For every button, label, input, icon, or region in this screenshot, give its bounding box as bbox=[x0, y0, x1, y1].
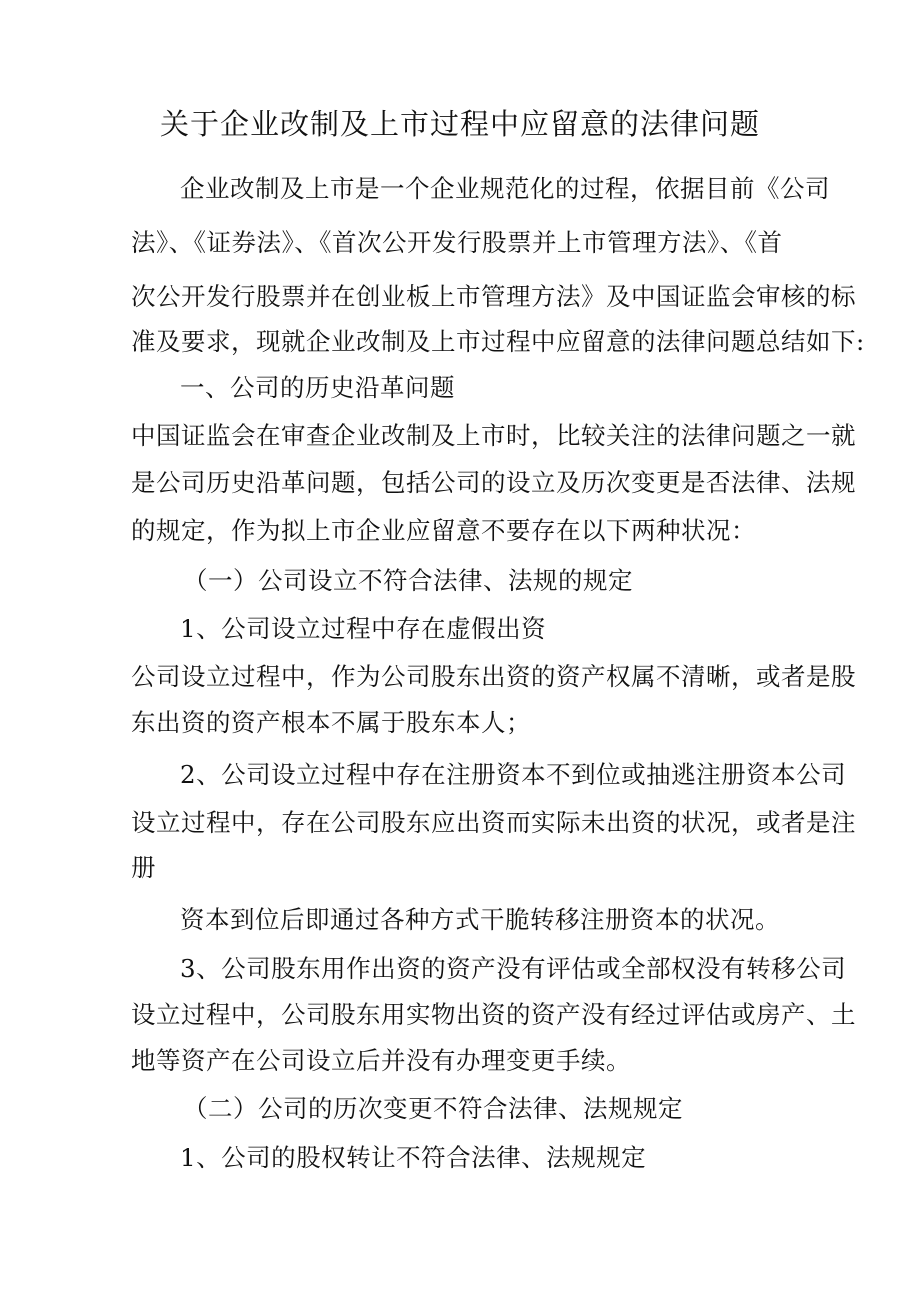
subsection-heading: （二）公司的历次变更不符合法律、法规规定 bbox=[183, 1094, 683, 1123]
section-heading: 一、公司的历史沿革问题 bbox=[180, 373, 455, 402]
paragraph-line: 次公开发行股票并在创业板上市管理方法》及中国证监会审核的标 bbox=[131, 282, 856, 311]
item-heading: 1、公司的股权转让不符合法律、法规规定 bbox=[180, 1143, 647, 1172]
paragraph-line: 的规定，作为拟上市企业应留意不要存在以下两种状况： bbox=[131, 516, 756, 545]
subsection-heading: （一）公司设立不符合法律、法规的规定 bbox=[183, 566, 633, 595]
paragraph-line: 法》、《证券法》、《首次公开发行股票并上市管理方法》、《首 bbox=[131, 228, 783, 257]
paragraph-line: 中国证监会在审查企业改制及上市时，比较关注的法律问题之一就 bbox=[131, 421, 856, 450]
paragraph-line: 准及要求，现就企业改制及上市过程中应留意的法律问题总结如下: bbox=[131, 327, 865, 356]
paragraph-line: 地等资产在公司设立后并没有办理变更手续。 bbox=[131, 1046, 631, 1075]
paragraph-line: 设立过程中，公司股东用实物出资的资产没有经过评估或房产、土 bbox=[131, 1000, 856, 1029]
document-title: 关于企业改制及上市过程中应留意的法律问题 bbox=[159, 107, 760, 141]
item-heading: 3、公司股东用作出资的资产没有评估或全部权没有转移公司 bbox=[180, 954, 847, 983]
paragraph-line: 资本到位后即通过各种方式干脆转移注册资本的状况。 bbox=[180, 905, 780, 934]
item-heading: 2、公司设立过程中存在注册资本不到位或抽逃注册资本公司 bbox=[180, 760, 847, 789]
paragraph-line: 企业改制及上市是一个企业规范化的过程，依据目前《公司 bbox=[180, 174, 830, 203]
paragraph-line: 设立过程中，存在公司股东应出资而实际未出资的状况，或者是注 bbox=[131, 808, 856, 837]
item-heading: 1、公司设立过程中存在虚假出资 bbox=[180, 614, 547, 643]
paragraph-line: 册 bbox=[131, 853, 156, 882]
paragraph-line: 东出资的资产根本不属于股东本人； bbox=[131, 708, 531, 737]
paragraph-line: 公司设立过程中，作为公司股东出资的资产权属不清晰，或者是股 bbox=[131, 662, 856, 691]
paragraph-line: 是公司历史沿革问题，包括公司的设立及历次变更是否法律、法规 bbox=[131, 468, 856, 497]
